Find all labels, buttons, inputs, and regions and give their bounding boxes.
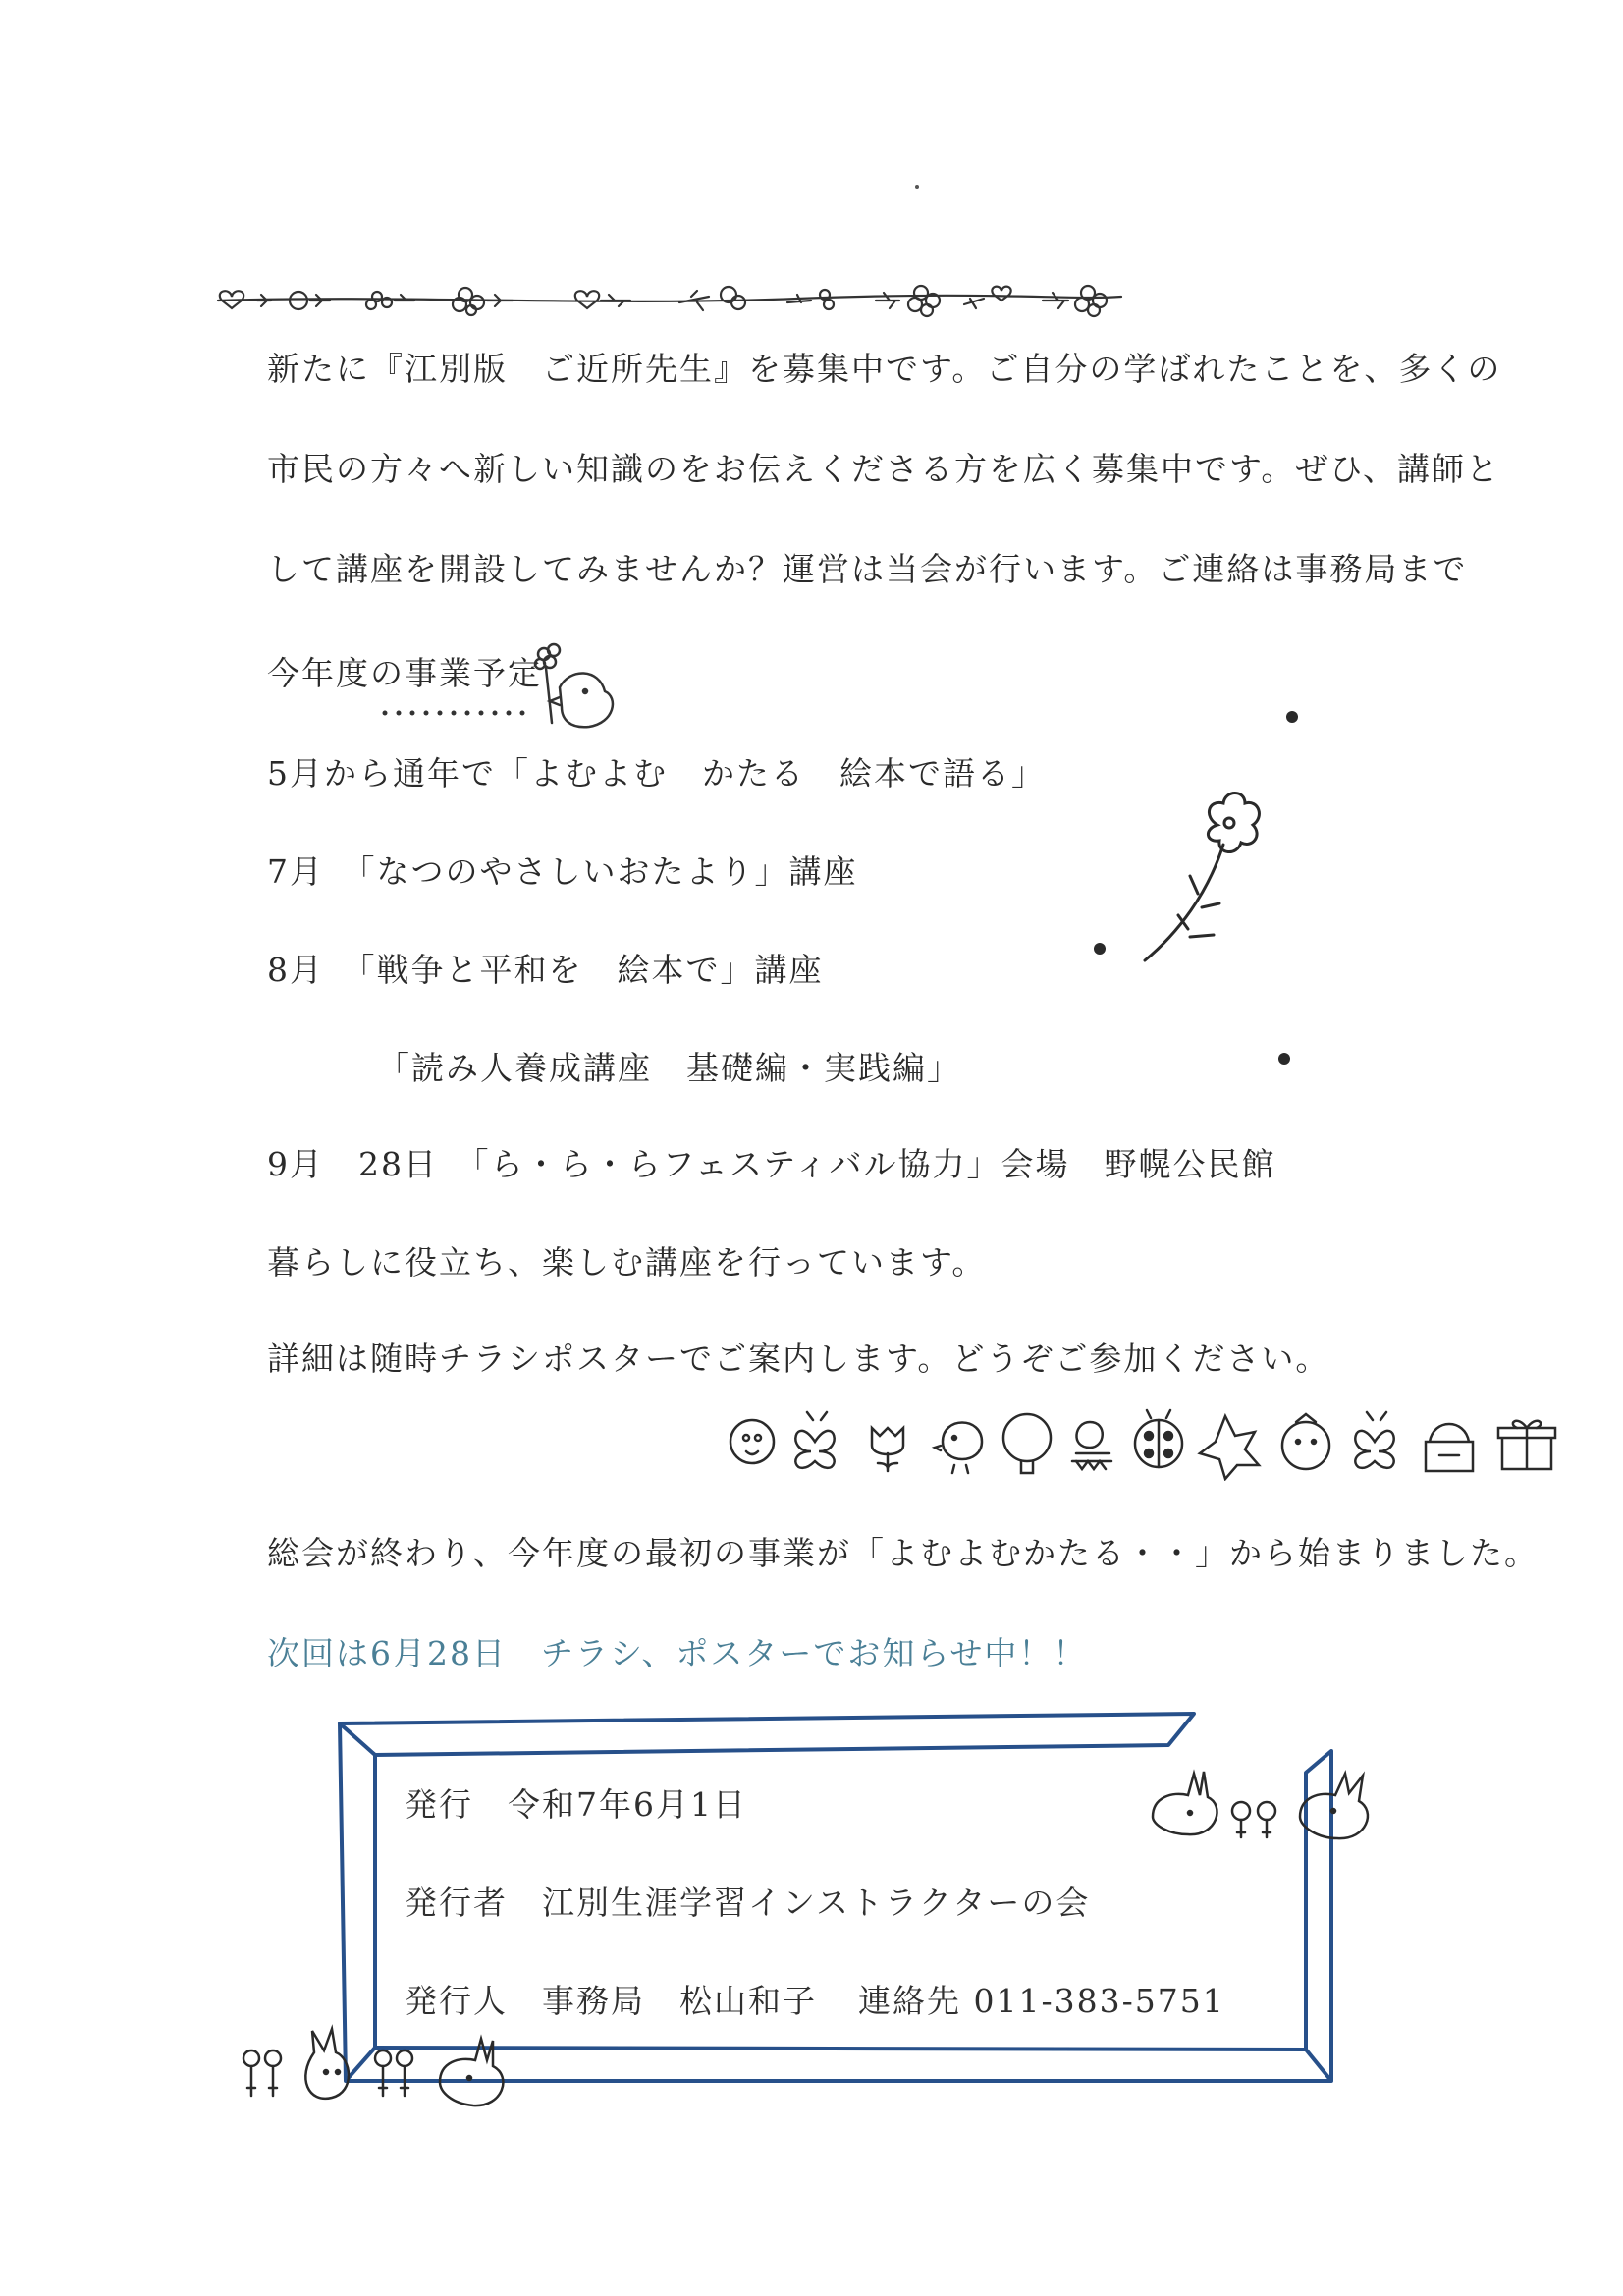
- gift-icon: [1498, 1421, 1555, 1469]
- butterfly-icon: [1355, 1412, 1393, 1468]
- bag-icon: [1426, 1424, 1473, 1471]
- heart-icon: [575, 291, 630, 308]
- rabbit-icon: [440, 2039, 503, 2105]
- tulip-icon: [872, 1428, 903, 1471]
- chick-icon: [935, 1423, 982, 1474]
- closing-line-1: 暮らしに役立ち、楽しむ講座を行っています。: [267, 1243, 987, 1282]
- flower-outline-icon: [1200, 1416, 1259, 1479]
- intro-line-1: 新たに『江別版 ご近所先生』を募集中です。ご自分の学ばれたことを、多くの: [267, 350, 1502, 388]
- chick-with-flower-icon: [373, 629, 628, 737]
- schedule-item: 7月 「なつのやさしいおたより」講座: [267, 852, 858, 891]
- snail-icon: [1072, 1422, 1111, 1469]
- rabbit-icon: [1153, 1772, 1217, 1834]
- publisher-name: 発行者 江別生涯学習インストラクターの会: [405, 1884, 1091, 1922]
- butterfly-icon: [795, 1412, 834, 1468]
- flower-icon: [366, 292, 414, 309]
- rabbit-flower-group-left: [236, 2023, 550, 2131]
- strawberry-icon: [1282, 1414, 1329, 1469]
- schedule-item: 5月から通年で「よむよむ かたる 絵本で語る」: [267, 754, 1046, 793]
- leaf-vine-icon: [679, 287, 745, 310]
- scan-speck: [915, 185, 919, 189]
- flower-icon: [1043, 286, 1107, 316]
- ladybug-icon: [1135, 1410, 1182, 1467]
- flower-pair-icon: [375, 2050, 412, 2096]
- flower-pair-icon: [1232, 1802, 1275, 1837]
- tree-icon: [1003, 1414, 1051, 1473]
- issue-date: 発行 令和7年6月1日: [405, 1785, 747, 1824]
- schedule-item: 9月 28日 「ら・ら・らフェスティバル協力」会場 野幌公民館: [267, 1145, 1276, 1183]
- report-text: 総会が終わり、今年度の最初の事業が「よむよむかたる・・」から始まりました。: [267, 1534, 1539, 1572]
- flower-face-icon: [730, 1420, 774, 1463]
- intro-line-3: して講座を開設してみませんか？運営は当会が行います。ご連絡は事務局まで: [267, 550, 1468, 588]
- flower-pair-icon: [243, 2050, 281, 2096]
- closing-line-2: 詳細は随時チラシポスターでご案内します。どうぞご参加ください。: [267, 1339, 1330, 1378]
- flower-sprig-icon: [1080, 697, 1316, 1080]
- schedule-item: 8月 「戦争と平和を 絵本で」講座: [267, 951, 824, 989]
- intro-line-2: 市民の方々へ新しい知識のをお伝えくださる方を広く募集中です。ぜひ、講師と: [267, 450, 1501, 488]
- cute-icon-row: [727, 1402, 1571, 1481]
- floral-vine-border: [208, 273, 1131, 328]
- contact-phone: 連絡先 011-383-5751: [858, 1982, 1225, 2020]
- issuer-name: 発行人 事務局 松山和子: [405, 1982, 817, 2020]
- heart-icon: [964, 287, 1011, 308]
- rabbit-flower-group-right: [1139, 1758, 1394, 1866]
- flower-icon: [876, 286, 940, 316]
- heart-icon: [290, 292, 330, 309]
- rabbit-icon: [1300, 1774, 1368, 1838]
- sprig-icon: [257, 295, 271, 306]
- next-event-notice: 次回は6月28日 チラシ、ポスターでお知らせ中！！: [267, 1634, 1088, 1672]
- schedule-heading: 今年度の事業予定: [267, 654, 542, 692]
- schedule-item: 「読み人養成講座 基礎編・実践編」: [377, 1049, 961, 1087]
- flower-icon: [453, 288, 513, 315]
- rabbit-face-icon: [305, 2029, 349, 2099]
